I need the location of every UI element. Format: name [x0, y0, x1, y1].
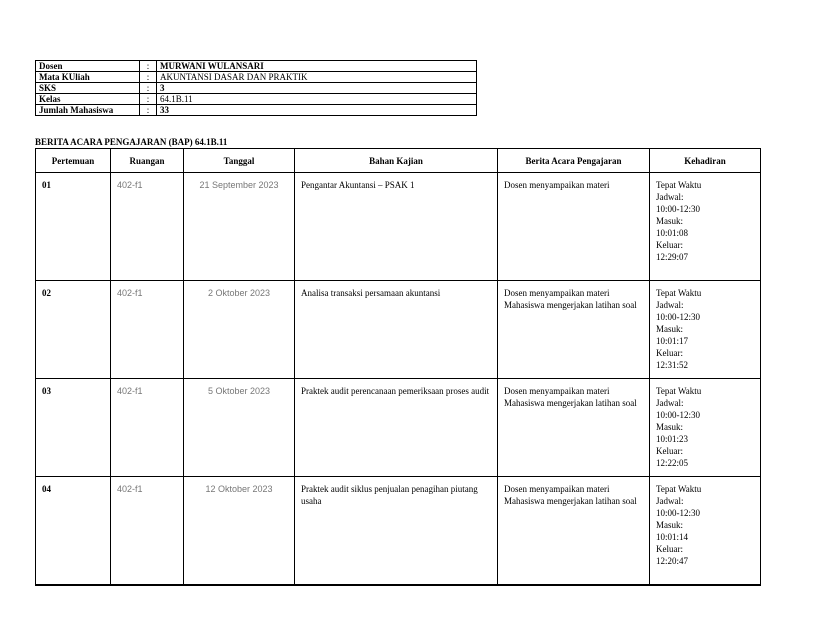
- kehadiran-keluar-label: Keluar:: [656, 544, 683, 554]
- col-header-pertemuan: Pertemuan: [36, 149, 111, 173]
- cell-ruangan: 402-f1: [111, 281, 184, 379]
- kehadiran-jadwal-value: 10:00-12:30: [656, 204, 700, 214]
- kehadiran-masuk-label: Masuk:: [656, 324, 683, 334]
- kehadiran-masuk-label: Masuk:: [656, 422, 683, 432]
- info-value: 3: [157, 83, 477, 94]
- info-key: Dosen: [36, 61, 140, 72]
- cell-pertemuan: 01: [36, 173, 111, 281]
- cell-bahan-kajian: Praktek audit siklus penjualan penagihan piutang usaha: [295, 477, 498, 586]
- kehadiran-keluar-value: 12:20:47: [656, 556, 689, 566]
- info-sep: :: [140, 105, 157, 116]
- info-value: 64.1B.11: [157, 94, 477, 105]
- cell-pertemuan: 04: [36, 477, 111, 586]
- cell-ruangan: 402-f1: [111, 379, 184, 477]
- cell-bahan-kajian: Pengantar Akuntansi – PSAK 1: [295, 173, 498, 281]
- info-value: AKUNTANSI DASAR DAN PRAKTIK: [157, 72, 477, 83]
- kehadiran-status: Tepat Waktu: [656, 288, 702, 298]
- kehadiran-jadwal-label: Jadwal:: [656, 300, 684, 310]
- kehadiran-jadwal-value: 10:00-12:30: [656, 312, 700, 322]
- info-sep: :: [140, 83, 157, 94]
- info-key: Mata KUliah: [36, 72, 140, 83]
- kehadiran-jadwal-label: Jadwal:: [656, 496, 684, 506]
- cell-kehadiran: [650, 379, 761, 477]
- cell-bahan-kajian: Analisa transaksi persamaan akuntansi: [295, 281, 498, 379]
- col-header-ruangan: Ruangan: [111, 149, 184, 173]
- col-header-bahan-kajian: Bahan Kajian: [295, 149, 498, 173]
- cell-kehadiran: [650, 281, 761, 379]
- info-value: MURWANI WULANSARI: [157, 61, 477, 72]
- cell-ruangan: 402-f1: [111, 477, 184, 586]
- kehadiran-keluar-value: 12:31:52: [656, 360, 689, 370]
- berita-line: Dosen menyampaikan materi: [504, 386, 610, 396]
- cell-kehadiran: [650, 173, 761, 281]
- cell-bahan-kajian: Praktek audit perencanaan pemeriksaan proses audit: [295, 379, 498, 477]
- info-sep: :: [140, 72, 157, 83]
- kehadiran-status: Tepat Waktu: [656, 386, 702, 396]
- cell-kehadiran: [650, 477, 761, 586]
- cell-pertemuan: 03: [36, 379, 111, 477]
- kehadiran-masuk-value: 10:01:08: [656, 228, 689, 238]
- col-header-kehadiran: Kehadiran: [650, 149, 761, 173]
- bap-header-row: [36, 149, 761, 173]
- cell-tanggal: 2 Oktober 2023: [184, 281, 295, 379]
- kehadiran-status: Tepat Waktu: [656, 180, 702, 190]
- col-header-tanggal: Tanggal: [184, 149, 295, 173]
- info-value: 33: [157, 105, 477, 116]
- info-key: Kelas: [36, 94, 140, 105]
- cell-ruangan: 402-f1: [111, 173, 184, 281]
- table-row: [36, 173, 761, 281]
- cell-tanggal: 5 Oktober 2023: [184, 379, 295, 477]
- cell-berita-acara: [498, 173, 650, 281]
- kehadiran-keluar-label: Keluar:: [656, 348, 683, 358]
- kehadiran-keluar-label: Keluar:: [656, 240, 683, 250]
- kehadiran-masuk-label: Masuk:: [656, 520, 683, 530]
- info-row-jumlah-mahasiswa: [36, 105, 477, 116]
- kehadiran-masuk-label: Masuk:: [656, 216, 683, 226]
- berita-line: Dosen menyampaikan materi: [504, 484, 610, 494]
- table-row: [36, 379, 761, 477]
- berita-line: Dosen menyampaikan materi: [504, 180, 610, 190]
- kehadiran-masuk-value: 10:01:14: [656, 532, 689, 542]
- kehadiran-status: Tepat Waktu: [656, 484, 702, 494]
- cell-berita-acara: [498, 379, 650, 477]
- kehadiran-jadwal-value: 10:00-12:30: [656, 410, 700, 420]
- table-row: [36, 281, 761, 379]
- col-header-berita-acara: Berita Acara Pengajaran: [498, 149, 650, 173]
- kehadiran-jadwal-label: Jadwal:: [656, 398, 684, 408]
- info-sep: :: [140, 61, 157, 72]
- info-key: Jumlah Mahasiswa: [36, 105, 140, 116]
- berita-line: Mahasiswa mengerjakan latihan soal: [504, 398, 637, 408]
- info-row-kelas: [36, 94, 477, 105]
- bap-table: [35, 148, 761, 586]
- kehadiran-keluar-value: 12:29:07: [656, 252, 689, 262]
- kehadiran-masuk-value: 10:01:17: [656, 336, 689, 346]
- kehadiran-keluar-value: 12:22:05: [656, 458, 689, 468]
- berita-line: Mahasiswa mengerjakan latihan soal: [504, 496, 637, 506]
- info-key: SKS: [36, 83, 140, 94]
- kehadiran-jadwal-value: 10:00-12:30: [656, 508, 700, 518]
- cell-berita-acara: [498, 281, 650, 379]
- cell-tanggal: 12 Oktober 2023: [184, 477, 295, 586]
- kehadiran-jadwal-label: Jadwal:: [656, 192, 684, 202]
- bap-heading: BERITA ACARA PENGAJARAN (BAP) 64.1B.11: [35, 137, 228, 147]
- berita-line: Dosen menyampaikan materi: [504, 288, 610, 298]
- cell-pertemuan: 02: [36, 281, 111, 379]
- cell-tanggal: 21 September 2023: [184, 173, 295, 281]
- info-sep: :: [140, 94, 157, 105]
- info-row-dosen: [36, 61, 477, 72]
- info-row-sks: [36, 83, 477, 94]
- table-row: [36, 477, 761, 586]
- berita-line: Mahasiswa mengerjakan latihan soal: [504, 300, 637, 310]
- kehadiran-keluar-label: Keluar:: [656, 446, 683, 456]
- info-row-mata-kuliah: [36, 72, 477, 83]
- cell-berita-acara: [498, 477, 650, 586]
- kehadiran-masuk-value: 10:01:23: [656, 434, 689, 444]
- course-info-table: [35, 60, 477, 116]
